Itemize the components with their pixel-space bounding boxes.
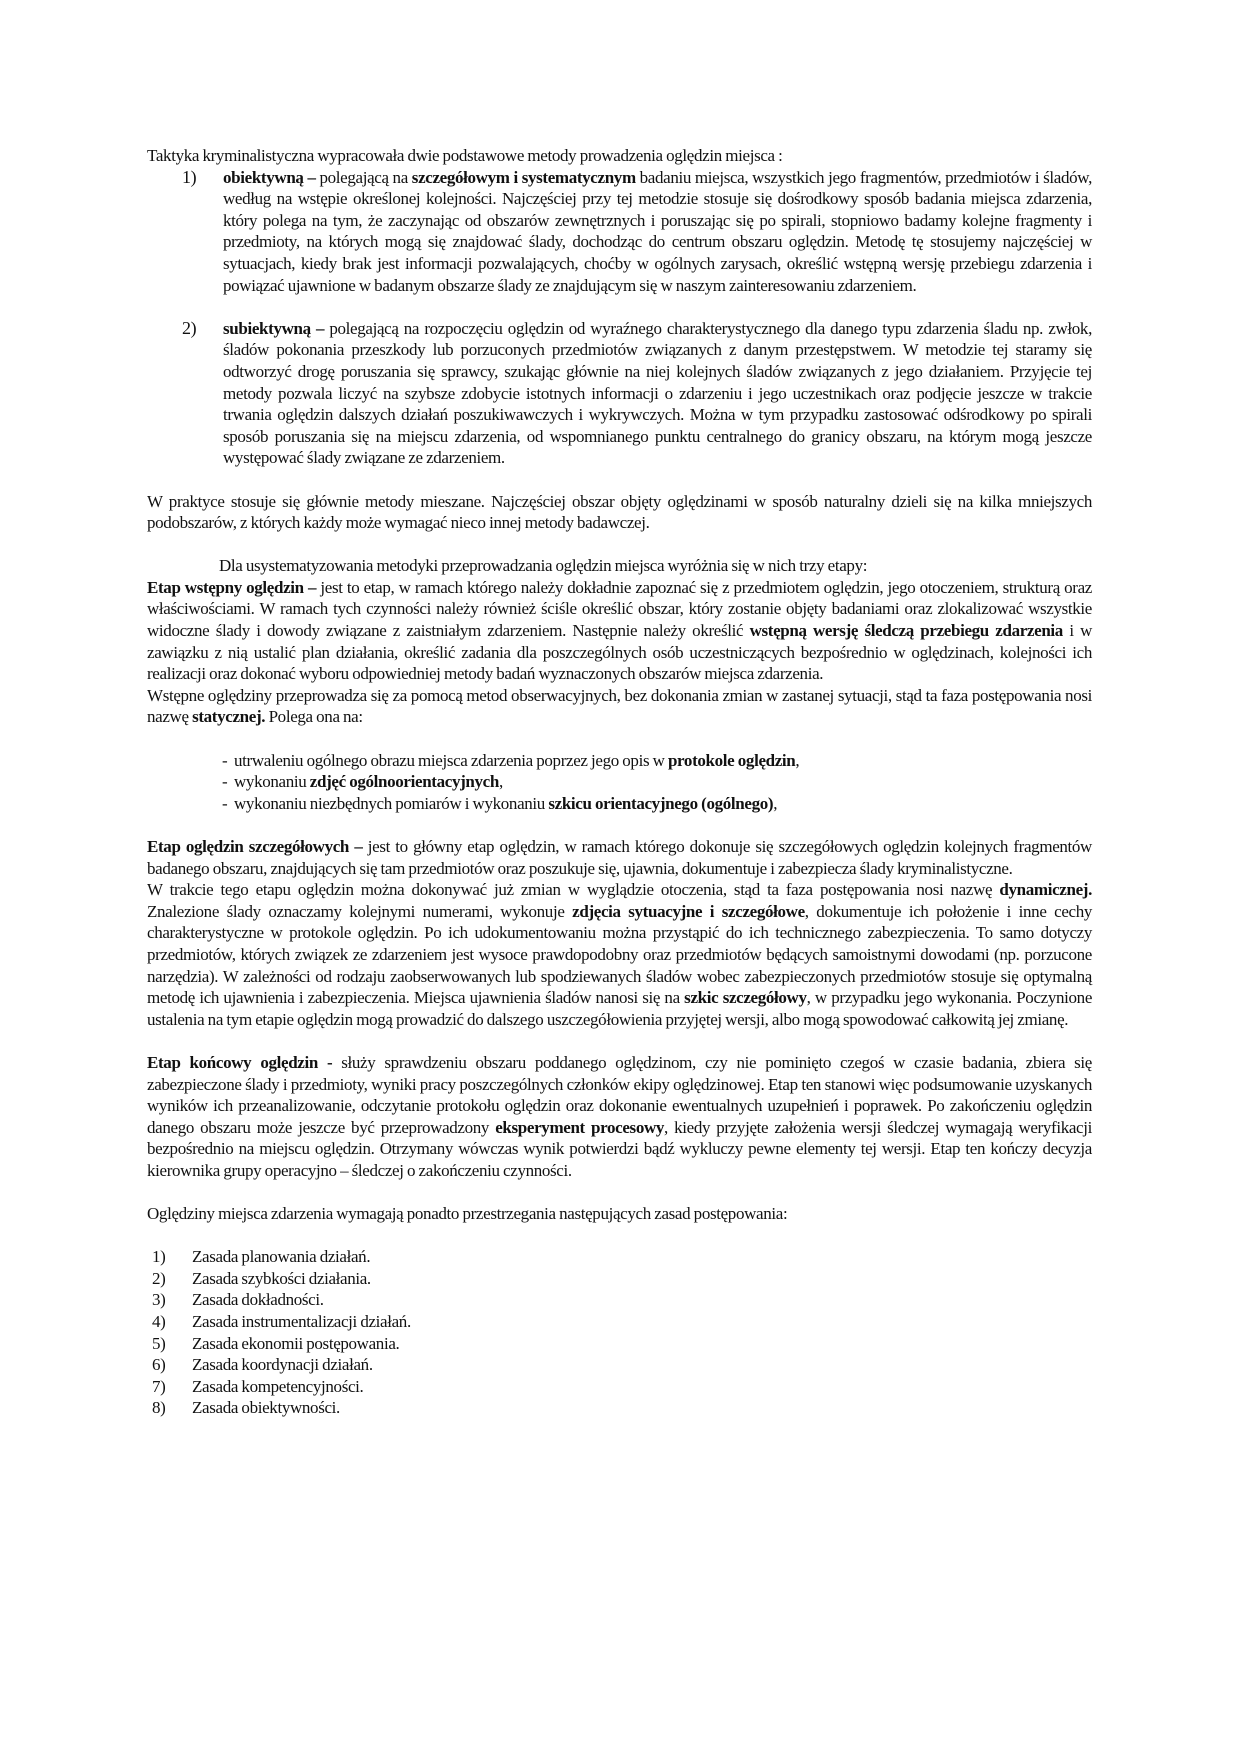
list-item: 7) Zasada kompetencyjności. [152, 1376, 364, 1396]
spacer [147, 1182, 1092, 1204]
bold-phrase: dynamicznej. [999, 880, 1092, 900]
bold-phrase: Etap oględzin szczegółowych – [147, 837, 368, 856]
bold-phrase: szkicu orientacyjnego (ogólnego) [548, 793, 774, 813]
bold-phrase: eksperyment procesowy [495, 1117, 665, 1137]
bold-phrase: Etap końcowy oględzin - [147, 1052, 333, 1072]
list-number: 1) [182, 166, 197, 187]
principles-intro: Oględziny miejsca zdarzenia wymagają ponadto przestrzegania następujących zasad postępowania: [147, 1204, 788, 1224]
dash-bullet: - [222, 750, 228, 770]
principles-list [147, 1246, 1092, 1419]
methods-list [147, 167, 1092, 469]
document-page [147, 145, 1092, 1419]
stage-initial-static-paragraph: Wstępne oględziny przeprowadza się za pomocą metod obserwacyjnych, bez dokonania zmian w zastanej sytuacji, stąd ta faza postępowania nosi nazwę statycznej. Polega ona na: [147, 685, 1092, 727]
spacer [147, 728, 1092, 750]
intro-paragraph: Taktyka kryminalistyczna wypracowała dwie podstawowe metody prowadzenia oględzin miejsca : [147, 146, 783, 165]
list-item: - utrwaleniu ogólnego obrazu miejsca zdarzenia poprzez jego opis w protokole oględzin, [222, 750, 800, 770]
stage-final-paragraph: Etap końcowy oględzin - służy sprawdzeniu obszaru poddanego oględzinom, czy nie pominięto czegoś w czasie badania, zbiera się zabezpieczone ślady i przedmioty, wyniki pracy poszczególnych członków ekipy oględzinowej. Etap ten stanowi więc podsumowanie uzyskanych wyników ich przeanalizowanie, odczytanie protokołu oględzin oraz dokonanie ewentualnych uzupełnień i poprawek. Po zakończeniu oględzin danego obszaru może jeszcze być przeprowadzony eksperyment procesowy, kiedy przyjęte założenia wersji śledczej wymagają weryfikacji bezpośrednio na miejscu oględzin. Otrzymany wówczas wynik potwierdzi bądź wykluczy pewne elementy tej wersji. Etap ten kończy decyzja kierownika grupy operacyjno – śledczej o zakończeniu czynności. [147, 1052, 1092, 1180]
list-item: 8) Zasada obiektywności. [152, 1398, 340, 1418]
list-item: 2) Zasada szybkości działania. [152, 1268, 371, 1288]
spacer [147, 469, 1092, 491]
list-item: 6) Zasada koordynacji działań. [152, 1355, 373, 1375]
stage-initial-paragraph: Etap wstępny oględzin – jest to etap, w ramach którego należy dokładnie zapoznać się z przedmiotem oględzin, jego otoczeniem, strukturą oraz właściwościami. W ramach tych czynności należy również ściśle określić obszar, który zostanie objęty badaniami oraz zlokalizować wszystkie widoczne ślady i dowody związane z zaistniałym zdarzeniem. Następnie należy określić wstępną wersję śledczą przebiegu zdarzenia i w zawiązku z nią ustalić plan działania, określić zadania dla poszczególnych osób uczestniczących bezpośrednio w oględzinach, kolejności ich realizacji oraz dokonać wyboru odpowiedniej metody badań wyznaczonych obszarów miejsca zdarzenia. [147, 577, 1092, 684]
bold-phrase: protokole oględzin [667, 750, 796, 770]
bold-phrase: Etap wstępny oględzin – [147, 577, 321, 597]
spacer [147, 1030, 1092, 1052]
spacer [147, 1225, 1092, 1247]
static-phase-list [147, 750, 1092, 815]
method-text: subiektywną – polegającą na rozpoczęciu oględzin od wyraźnego charakterystycznego dla danego typu zdarzenia śladu np. zwłok, śladów pokonania przeszkody lub porzuconych przedmiotów związanych z danym przestępstwem. W metodzie tej staramy się odtworzyć drogę poruszania się sprawcy, szukając głównie na niej kolejnych śladów związanych z jego działaniem. Przyjęcie tej metody pozwala liczyć na szybsze zdobycie istotnych informacji o zdarzeniu i jego uczestnikach oraz podjęcie jeszcze w trakcie trwania oględzin dalszych działań poszukiwawczych i wykrywczych. Można w tym przypadku zastosować odśrodkowy po spirali sposób poruszania się na miejscu zdarzenia, od wspomnianego punktu centralnego do granicy obszaru, na którym mogą jeszcze występować ślady związane ze zdarzeniem. [223, 318, 1092, 468]
spacer [147, 814, 1092, 836]
bold-phrase: statycznej. [192, 707, 266, 727]
stage-detailed-paragraph: Etap oględzin szczegółowych – jest to główny etap oględzin, w ramach którego dokonuje się szczegółowych oględzin kolejnych fragmentów badanego obszaru, znajdujących się tam przedmiotów oraz poszukuje się, ujawnia, dokumentuje i zabezpiecza ślady kryminalistyczne. [147, 837, 1092, 878]
dash-bullet: - [222, 772, 228, 792]
list-item: 3) Zasada dokładności. [152, 1290, 324, 1310]
bold-phrase: subiektywną – [223, 318, 330, 338]
stage-detailed-dynamic-paragraph: W trakcie tego etapu oględzin można dokonywać już zmian w wyglądzie otoczenia, stąd ta faza postępowania nosi nazwę dynamicznej. Znalezione ślady oznaczamy kolejnymi numerami, wykonuje zdjęcia sytuacyjne i szczegółowe, dokumentuje ich położenie i inne cechy charakterystyczne w protokole oględzin. Po ich udokumentowaniu można przystąpić do ich technicznego zabezpieczenia. To samo dotyczy przedmiotów, których związek ze zdarzeniem jest wysoce prawdopodobny oraz przedmiotów będących samoistnymi dowodami (np. porzucone narzędzia). W zależności od rodzaju zaobserwowanych lub spodziewanych śladów wobec zabezpieczonych przedmiotów stosuje się optymalną metodę ich ujawnienia i zabezpieczenia. Miejsca ujawnienia śladów nanosi się na szkic szczegółowy, w przypadku jego wykonania. Poczynione ustalenia na tym etapie oględzin mogą prowadzić do dalszego uszczegółowienia przyjętej wersji, albo mogą spowodować całkowitą jej zmianę. [147, 880, 1093, 1029]
list-item: - wykonaniu niezbędnych pomiarów i wykonaniu szkicu orientacyjnego (ogólnego), [222, 793, 778, 813]
bold-phrase: wstępną wersję śledczą przebiegu zdarzenia [749, 621, 1063, 641]
list-item: - wykonaniu zdjęć ogólnoorientacyjnych, [222, 772, 503, 792]
bold-phrase: zdjęcia sytuacyjne i szczegółowe [572, 901, 805, 921]
bold-phrase: zdjęć ogólnoorientacyjnych [309, 772, 499, 792]
spacer [147, 534, 1092, 556]
mixed-methods-paragraph: W praktyce stosuje się głównie metody mieszane. Najczęściej obszar objęty oględzinami w sposób naturalny dzieli się na kilka mniejszych podobszarów, z których każdy może wymagać nieco innej metody badawczej. [147, 491, 1092, 533]
list-item: 4) Zasada instrumentalizacji działań. [152, 1312, 411, 1332]
bold-phrase: szczegółowym i systematycznym [411, 167, 636, 187]
bold-phrase: obiektywną – [223, 167, 320, 187]
list-number: 2) [182, 317, 197, 338]
method-text: obiektywną – polegającą na szczegółowym i systematycznym badaniu miejsca, wszystkich jego fragmentów, przedmiotów i śladów, według na wstępie określonej kolejności. Najczęściej przy tej metodzie stosuje się dośrodkowy sposób badania miejsca zdarzenia, który polega na tym, że zaczynając od obszarów zewnętrznych i poruszając się po spirali, stopniowo badamy kolejne fragmenty i przedmioty, na których mogą się znajdować ślady, dochodząc do centrum obszaru oględzin. Metodę tę stosujemy najczęściej w sytuacjach, kiedy brak jest informacji pozwalających, choćby w ogólnych zarysach, określić wstępną wersję przebiegu zdarzenia i powiązać ujawnione w badanym obszarze ślady ze znajdującym się w naszym zainteresowaniu zdarzeniem. [223, 167, 1092, 295]
method-item-objective [147, 167, 1092, 297]
dash-bullet: - [222, 793, 228, 813]
list-item: 5) Zasada ekonomii postępowania. [152, 1333, 400, 1353]
method-item-subjective [147, 318, 1092, 469]
bold-phrase: szkic szczegółowy [684, 988, 807, 1008]
stages-intro: Dla usystematyzowania metodyki przeprowadzania oględzin miejsca wyróżnia się w nich trzy etapy: [219, 556, 868, 576]
spacer [147, 296, 1092, 318]
list-item: 1) Zasada planowania działań. [152, 1247, 371, 1267]
